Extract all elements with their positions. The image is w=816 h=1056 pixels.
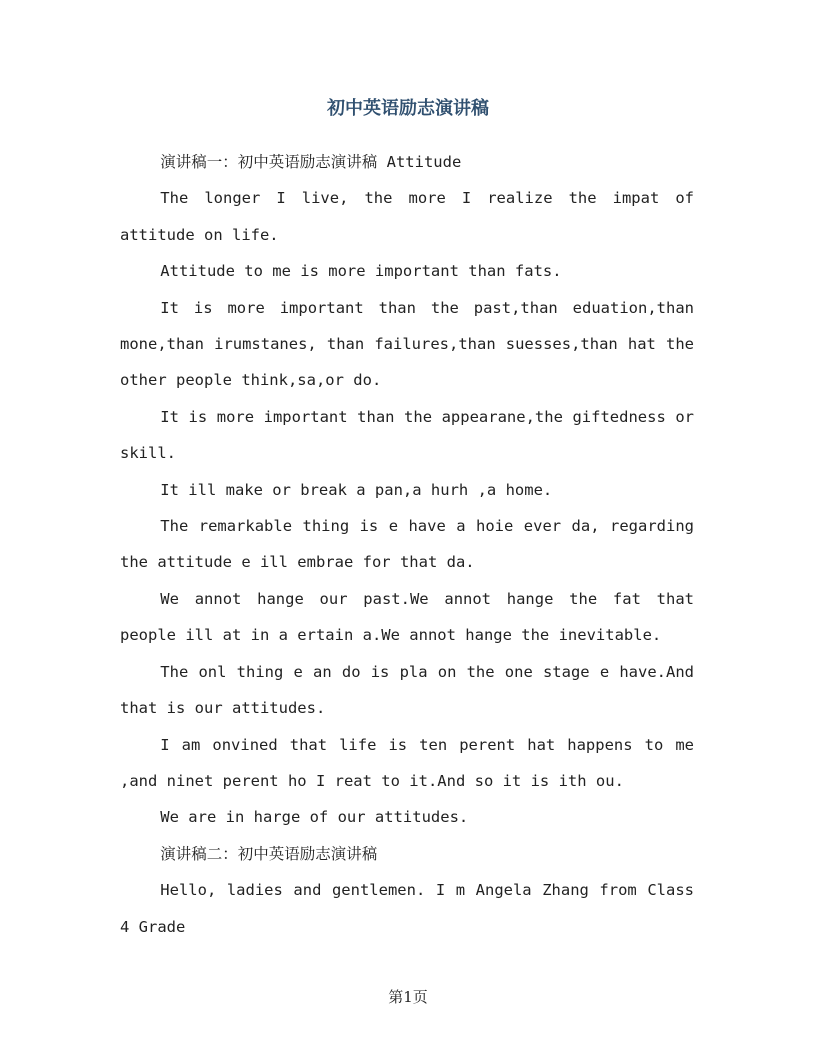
document-body xyxy=(120,144,694,945)
paragraph-speech-one-heading: 演讲稿一：初中英语励志演讲稿 Attitude xyxy=(160,153,462,171)
paragraph: I am onvined that life is ten perent hat happens to me ,and ninet perent ho I reat to it.And so it is ith ou. xyxy=(120,735,694,790)
paragraph: It is more important than the appearane,the giftedness or skill. xyxy=(120,407,694,463)
paragraph: The remarkable thing is e have a hoie ever da, regarding the attitude e ill embrae for that da. xyxy=(120,517,694,572)
paragraph: Attitude to me is more important than fats. xyxy=(160,262,562,281)
paragraph: It is more important than the past,than eduation,than mone,than irumstanes, than failures,than suesses,than hat the other people think,sa,or do. xyxy=(120,298,694,390)
paragraph: It ill make or break a pan,a hurh ,a home. xyxy=(160,480,553,499)
paragraph: The longer I live, the more I realize the impat of attitude on life. xyxy=(120,189,694,244)
page-number: 第1页 xyxy=(388,988,428,1006)
document-title: 初中英语励志演讲稿 xyxy=(327,98,489,119)
paragraph-speech-two-heading: 演讲稿二：初中英语励志演讲稿 xyxy=(160,844,378,863)
paragraph: The onl thing e an do is pla on the one stage e have.And that is our attitudes. xyxy=(120,662,694,718)
paragraph: We are in harge of our attitudes. xyxy=(160,808,469,827)
paragraph: Hello, ladies and gentlemen. I m Angela Zhang from Class 4 Grade xyxy=(120,881,694,936)
paragraph: We annot hange our past.We annot hange the fat that people ill at in a ertain a.We annot hange the inevitable. xyxy=(120,589,694,645)
